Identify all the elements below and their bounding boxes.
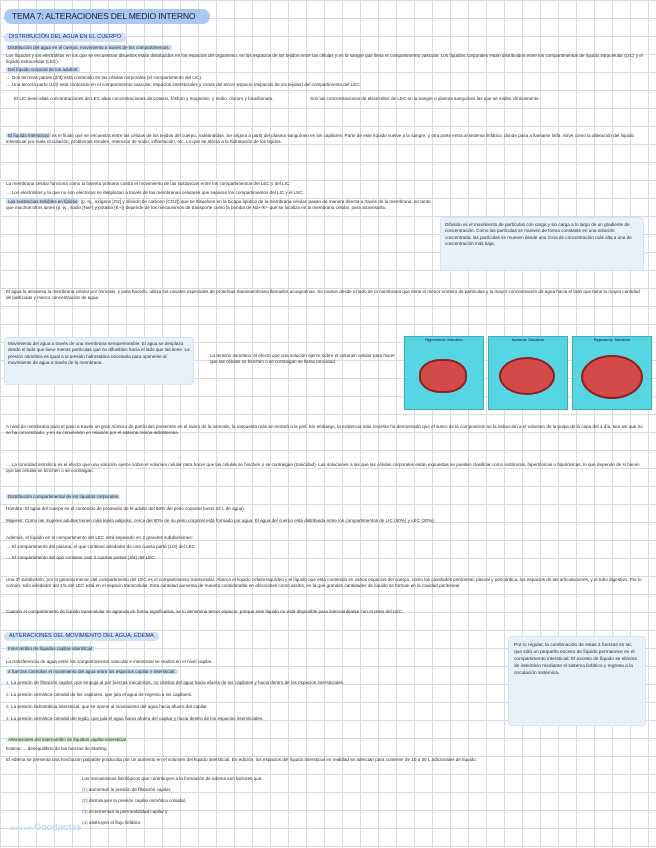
bullet-lic: → Dos terceras partes (2/3) está contenido en las células corporales (el compartimento del LIC). <box>6 75 646 81</box>
line-edema: Edema → desequilibrio de las fuerzas de Starling <box>6 746 107 751</box>
shrunken-cell <box>419 359 467 393</box>
paragraph-edema: El edema se presenta una hinchazón palpable producida por un aumento en el volumen del líquido intersticial. En edición, los espacios del líquido intersticial en realidad se adecuan para contener de 10 a 30 L adicionales de líquido. <box>6 757 478 762</box>
paragraph-distribution: Los líquidos y los electrolitos en los que se encuentran disueltos están distribuidos en los espacios del organismo, en los espacios de los tejidos entre las células y en la sangre que llena el compartimento vascular. Los líquidos corporales están distribuidos entre los compartimentos de líquido intracelular (LIC) y el líquido extracelular (LEC). <box>6 53 643 65</box>
paragraph-transcellular: Una 3ª subdivisión, por lo general menor, del compartimento del LEC es el compartimento transcelular. Abarca el líquido cefalorraquídeo y el líquido que está contenido en varios espacios del cuerpo, como las cavidades peritoneal, pleural y pericárdica, los espacios de las articulaciones, y el tubo digestivo. Por lo común, sólo alrededor del 1% del LEC está en el espacio transcelular. Esta cantidad aumenta de manera considerable en afecciones como ascitis, en la que grandes cantidades de líquido se forman en la cavidad peritoneal. <box>6 577 642 589</box>
mechanism-3-number: (3) <box>82 809 89 814</box>
force-3 <box>6 704 496 710</box>
normal-cell <box>499 357 555 395</box>
paragraph-interstitial <box>6 133 646 146</box>
subheading-alterations: Alteraciones del intercambio de líquidos capilar-intersticial <box>8 737 126 742</box>
note-lec-measured: Son las concentraciones de electrolitos de LEC en la sangre o plasma sanguíneo las que se miden clínicamente. <box>310 96 540 101</box>
force-2-text: La presión osmótica coloidal de los capilares, que jala el agua de regreso a los capilares. <box>11 692 193 697</box>
note-diffusion: Difusión es el movimiento de partículas con carga y sin carga a lo largo de un gradiente de concentración. Como las partículas se mueven de forma constante en una solución concentrada, las partículas se mueven desde una zona de concentración más alta a una de concentración más baja. <box>440 217 644 271</box>
paragraph-third-space: Cuando el compartimento de líquido transcelular se agranda en forma significativa, se lo denomina tercer espacio, porque este líquido no está disponible para intercambiarse con el resto del LEC. <box>6 609 404 614</box>
line-subdivisions: Además, el líquido en el compartimento del LEC está separado en 2 grandes subdivisiones: <box>6 535 193 540</box>
force-3-text: La presión hidrostática intersticial, que se opone al movimiento del agua hacia afuera del capilar. <box>11 704 208 709</box>
line-women: Mujeres: Como las mujeres adultas tienen más tejido adiposo, cerca del 50% de su peso corporal está formado por agua. El agua del cuerpo está distribuida entre los compartimentos de LIC (40%) y LEC (20%). <box>6 518 435 523</box>
watermark-prefix: Made with <box>10 826 33 832</box>
watermark-brand: Goodnotes <box>34 822 82 832</box>
note-tonicity: La tensión osmótica: el efecto que una solución ejerce sobre el volumen celular para hacer que las células se hinchen o se contraigan se llama tonicidad. <box>210 353 395 365</box>
mechanism-1-number: (1) <box>82 787 89 792</box>
bullet-lec: → Una tercera parte (1/3) está contenido en el compartimento vascular, espacios intersticiales y zonas del tercer espacio (espacios de los tejidos) del compartimento del LEC. <box>6 82 646 88</box>
isotonic-panel <box>488 336 568 410</box>
section-heading-distribution: DISTRIBUCIÓN DEL AGUA EN EL CUERPO <box>4 33 126 42</box>
mechanism-3 <box>82 809 482 815</box>
force-1-number: 1. <box>6 680 12 685</box>
mechanism-4-text: obstruyen el flujo linfático <box>88 820 141 825</box>
subheading-distribution: Distribución del agua en el cuerpo, movimiento a través de los compartimentos. <box>8 45 170 50</box>
goodnotes-watermark <box>10 820 90 834</box>
force-2 <box>6 692 496 698</box>
hypertonic-panel <box>404 336 484 410</box>
subheading-compartments: Distribución compartimental de los líquidos corporales <box>8 494 119 499</box>
hypertonic-title: Hypertonic Solution <box>425 337 463 342</box>
bullet-plasma: → El compartimento del plasma, el que contiene alrededor de una cuarta parte (1/4) del LEC <box>6 544 646 550</box>
line-mechanisms: Los mecanismos fisiológicos que contribuyen a la formación de edema son factores que: <box>82 776 263 781</box>
paragraph-sodium: A nivel de membrana para el paso a través un gran número de partículas presentes en el suero de la osmosis, la respuesta más se entrará a la piel. Sin embargo, la evidencia más reciente ha demostrado que el suero de la composición se la reducción a el volumen de la pulpa de la capa del 4 día, sea así que no se ha concentrado, y en su conversión en relación por el sistema renina-aldosterona. <box>6 424 643 436</box>
subheading-adults: Del líquido corporal de los adultos: <box>8 67 79 72</box>
force-1-text: La presión de filtración capilar, que empuja al por fuerzas mecánicas, no cambia del agua hacia afuera de los capilares y hacia dentro de los espacios intersticiales. <box>11 680 345 685</box>
mechanism-1-text: aumentan la presión de filtración capilar, <box>88 787 172 792</box>
hypotonic-title: Hypotonic Solution <box>593 337 631 342</box>
term-lipid-soluble: Las sustancias solubles en lípidos <box>8 199 78 204</box>
mechanism-2 <box>82 798 482 804</box>
bullet-interstitial: → El compartimento del que contiene casi 3 cuartas partes (3/4) del LEC <box>6 555 646 561</box>
mechanism-4 <box>82 820 482 826</box>
paragraph-exchange: La transferencia de agua entre los compartimentos vascular e intersticial se realiza en el nivel capilar. <box>6 659 213 664</box>
mechanism-2-number: (2) <box>82 798 89 803</box>
page-title: TEMA 7: ALTERACIONES DEL MEDIO INTERNO <box>4 9 210 24</box>
note-lic-concentrations: El LIC tiene altas concentraciones de LEC altas concentraciones de potasio, fósforo y magnesio, y sodio, cloruro y bicarbonato. <box>14 96 274 101</box>
bullet-tonicity: → La tonicidad osmótica es el efecto que una solución ejerce sobre el volumen celular para hacer que las células se hinchen o se contraigan (tonicidad). Las soluciones a las que las células corporales están expuestas se pueden clasificar como isotónicas, hipertónicas o hipotónicas, lo que depende de si hacen que las células se hinchen o se contraigan. <box>6 462 646 475</box>
tonicity-illustration <box>404 330 652 410</box>
swollen-cell <box>581 355 643 399</box>
paragraph-lipid-soluble <box>6 199 436 212</box>
paragraph-membrane: La membrana celular funciona como la barrera primaria contra el movimiento de las sustancias entre los compartimentos del LEC y del LIC. <box>6 181 291 186</box>
section-heading-edema: ALTERACIONES DEL MOVIMIENTO DEL AGUA, EDEMA <box>4 632 159 641</box>
force-4 <box>6 716 496 722</box>
paragraph-osmosis: El agua la atraviesa la membrana celular por ósmosis, y para hacerlo, utiliza los canales especiales de proteínas transmembrana llamados acuaporinas. Se mueve desde el lado de la membrana que tiene el menor número de partículas y la mayor concentración de agua hacia el lado que tiene la mayor cantidad de partículas y menor concentración de agua. <box>6 289 640 301</box>
mechanism-4-number: (4) <box>82 820 89 825</box>
note-semipermeable: Movimiento del agua a través de una membrana semipermeable. El agua se desplaza desde el lado que tiene menos partículas que no difusibles hacia el lado que las tiene. La presión osmótica es igual a la presión hidrostática necesaria para oponerse al movimiento de agua a través de la membrana. <box>4 337 194 385</box>
isotonic-title: Isotonic Solution <box>511 337 545 342</box>
force-3-number: 3. <box>6 704 12 709</box>
mechanism-3-text: incrementan la permeabilidad capilar y <box>88 809 168 814</box>
subheading-exchange: Intercambio de líquidos capilar-intersticial <box>8 646 93 651</box>
force-1 <box>6 680 496 686</box>
force-4-number: 4. <box>6 716 12 721</box>
bullet-electrolytes: → Los electrolitos y la que no son eléctricos se desplazan a través de las membranas celulares que separan los compartimentos del LIC y el LEC. <box>6 190 436 196</box>
text-lipid-soluble: (p. ej., oxígeno [O2] y dióxido de carbono [CO2]) que se disuelven en la bicapa lipídica de la membrana celular, pasan de manera directa a través de la membrana; en tanto que muchos otros iones (p. ej., sodio [Na+] y potasio [K+]) depende de los mecanismos de transporte como la bomba de Na+/K+ que se localiza en la membrana celular, para atravesarla. <box>6 199 431 211</box>
force-2-number: 2. <box>6 692 12 697</box>
hypotonic-panel <box>572 336 652 410</box>
subheading-forces: 4 fuerzas controlan el movimiento del agua entre los espacios capilar e intersticial: <box>8 669 176 674</box>
text-interstitial: es el fluido que se encuentra entre las células de los tejidos del cuerpo, rodeándolas. Se origina a partir del plasma sanguíneo en los capilares. Parte de este líquido vuelve a la sangre, y otra parte entra al sistema linfático, donde pasa a llamarse linfa. Sirve como la alteración del líquido intersticial por mala circulación, problemas renales, retención de sodio, inflamación, etc. Lo que se afecta a la hidratación de los tejidos. <box>6 133 635 145</box>
line-men: Hombre: El agua del cuerpo es el contenido de promedio de el adulto del 60% del peso corporal (unos 42 L de agua). <box>6 506 246 511</box>
mechanism-1 <box>82 787 482 793</box>
mechanism-2-text: disminuyen la presión capilar osmótica coloidal, <box>88 798 186 803</box>
note-forces-summary: Por lo regular, la combinación de estas 4 fuerzas es tal, que sólo un pequeño exceso de líquido permanece en el compartimento intersticial. El exceso de líquido se elimina de intersticio mediante el sistema linfático y regresa a la circulación sistémica. <box>508 636 646 726</box>
term-interstitial: El líquido intersticial <box>8 133 49 138</box>
force-4-text: La presión osmótica coloidal del tejido, que jala el agua hacia afuera del capilar y hacia dentro de los espacios intersticiales. <box>11 716 264 721</box>
